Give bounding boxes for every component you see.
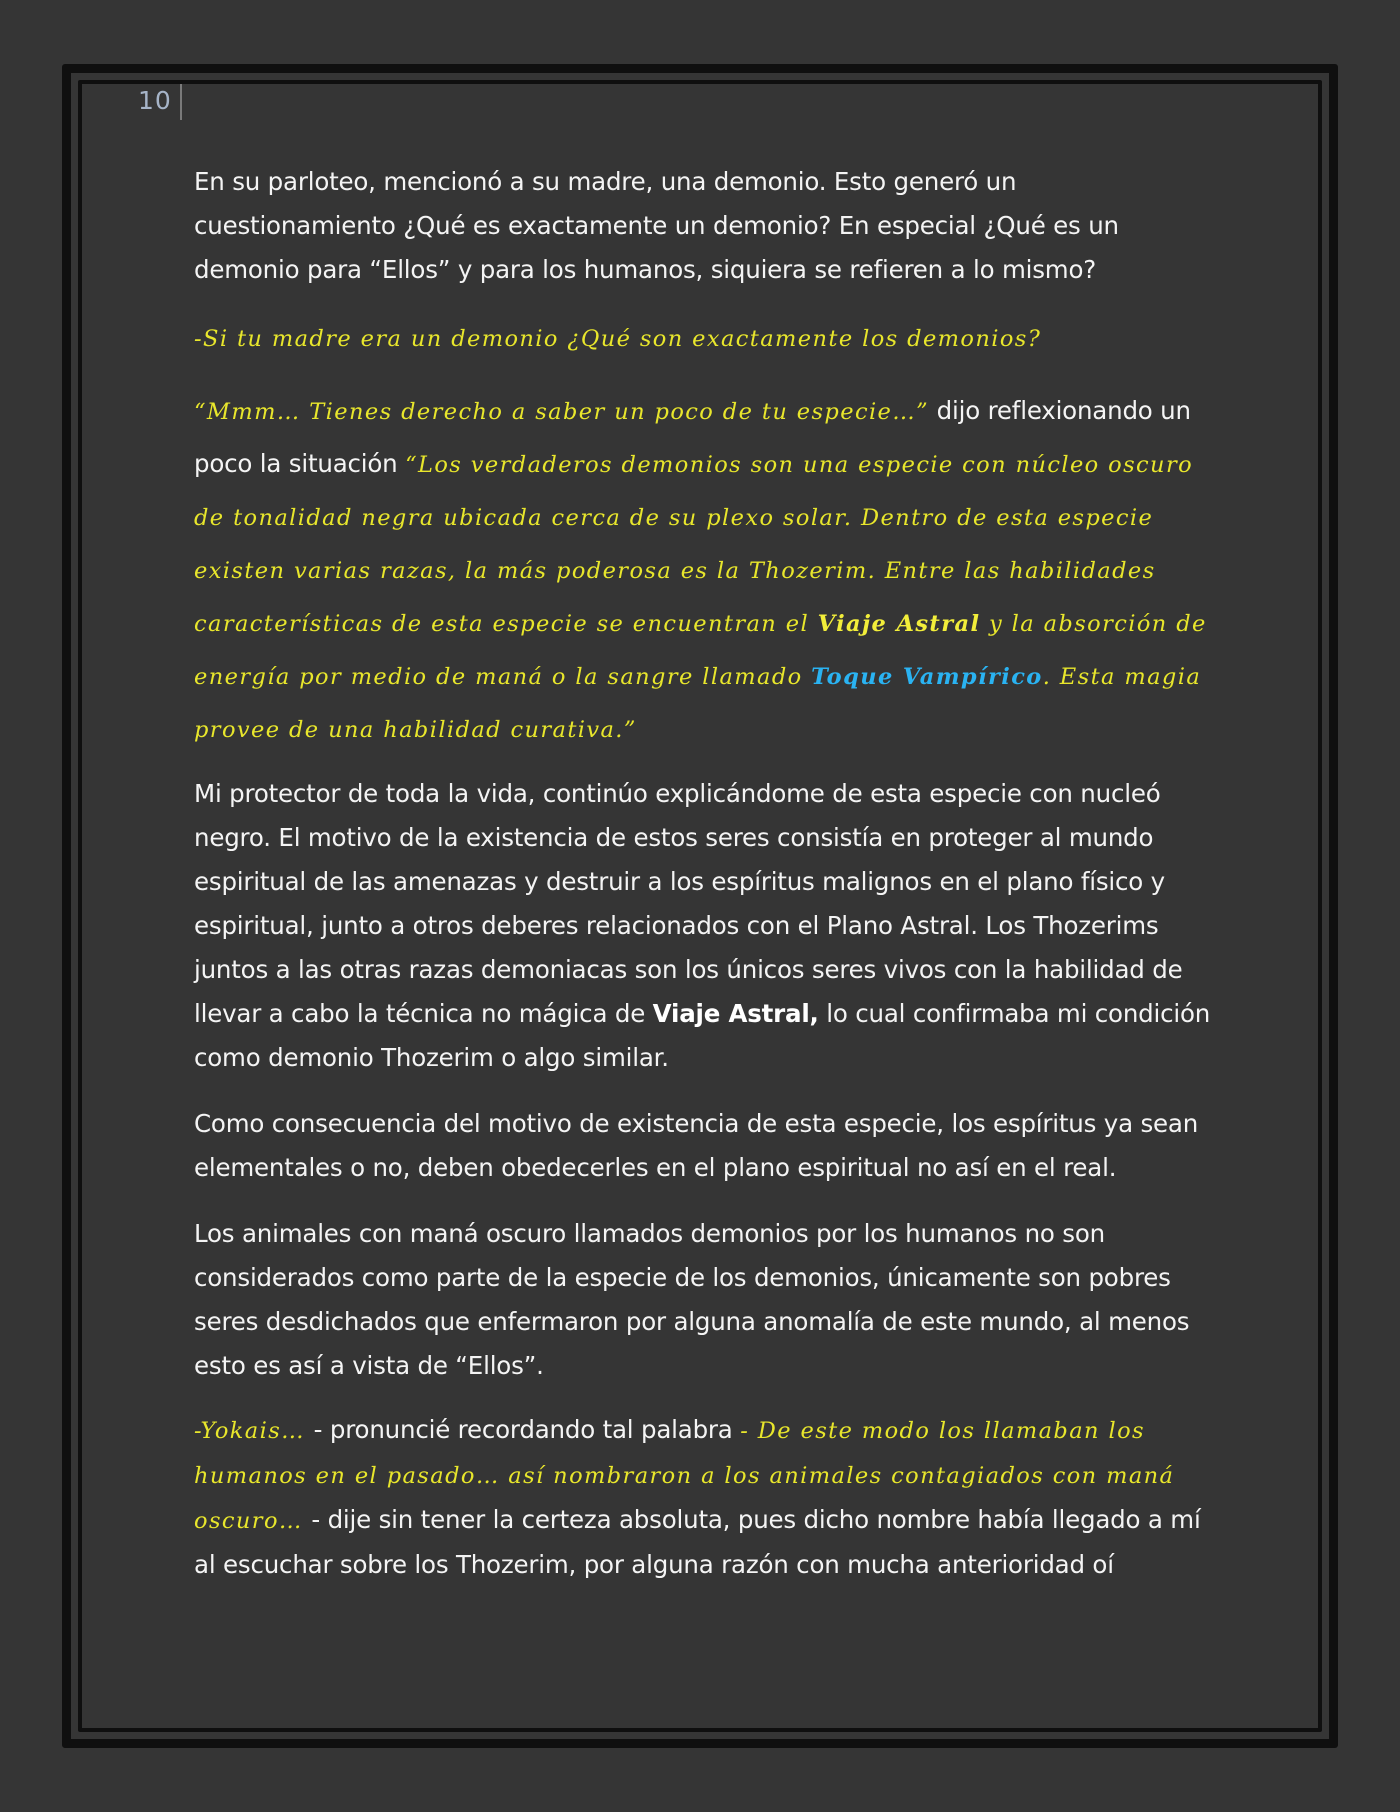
paragraph-3 (194, 385, 1214, 756)
dialogue-yokais: -Yokais… (194, 1418, 314, 1444)
paragraph-4 (194, 772, 1214, 1080)
narration-reflecting: dijo reflexionando un poco la situación (194, 396, 1191, 478)
paragraph-6: Los animales con maná oscuro llamados demonios por los humanos no son considerados como parte de la especie de los demonios, únicamente son pobres seres desdichados que enfermaron por alguna anomalía de este mundo, al menos esto es así a vista de “Ellos”. (194, 1219, 1190, 1380)
dialogue-mmm: “Mmm… Tienes derecho a saber un poco de tu especie…” (194, 399, 930, 425)
page-number-divider (180, 84, 182, 120)
paragraph-1: En su parloteo, mencionó a su madre, una demonio. Esto generó un cuestionamiento ¿Qué es exactamente un demonio? En especial ¿Qué es un demonio para “Ellos” y para los humanos, siquiera se refieren a lo mismo? (194, 167, 1119, 284)
term-viaje-astral: Viaje Astral (817, 611, 981, 637)
paragraph-7 (194, 1408, 1214, 1587)
dialogue-humans-past: - De este modo los llamaban los humanos en el pasado… así nombraron a los animales contagiados con maná oscuro… (194, 1418, 1175, 1534)
paragraph-4-text-a: Mi protector de toda la vida, continúo explicándome de esta especie con nucleó negro. El motivo de la existencia de estos seres consistía en proteger al mundo espiritual de las amenazas y destruir a los espíritus malignos en el plano físico y espiritual, junto a otros deberes relacionados con el Plano Astral. Los Thozerims juntos a las otras razas demoniacas son los únicos seres vivos con la habilidad de llevar a cabo la técnica no mágica de (194, 779, 1183, 1028)
paragraph-4-text-b: lo cual confirmaba mi condición como demonio Thozerim o algo similar. (194, 999, 1211, 1072)
paragraph-5: Como consecuencia del motivo de existencia de esta especie, los espíritus ya sean elementales o no, deben obedecerles en el plano espiritual no así en el real. (194, 1109, 1199, 1182)
dialogue-question: -Si tu madre era un demonio ¿Qué son exactamente los demonios? (194, 326, 1042, 352)
term-viaje-astral-bold: Viaje Astral, (652, 999, 819, 1028)
page-content (194, 160, 1214, 1587)
dialogue-demons-explanation: “Los verdaderos demonios son una especie con núcleo oscuro de tonalidad negra ubicada cerca de su plexo solar. Dentro de esta especie existen varias razas, la más poderosa es la Thozerim. Entre las habilidades características de esta especie se encuentran el (194, 452, 1194, 637)
dialogue-healing: . Esta magia provee de una habilidad curativa.” (194, 664, 1202, 743)
narration-uncertain: - dije sin tener la certeza absoluta, pues dicho nombre había llegado a mí al escuchar sobre los Thozerim, por alguna razón con mucha anterioridad oí (194, 1505, 1201, 1579)
term-toque-vampirico: Toque Vampírico (811, 664, 1043, 690)
dialogue-absorption: y la absorción de energía por medio de maná o la sangre llamado (194, 611, 1207, 690)
narration-pronounced: - pronuncié recordando tal palabra (313, 1415, 741, 1444)
page-number: 10 (138, 86, 172, 115)
